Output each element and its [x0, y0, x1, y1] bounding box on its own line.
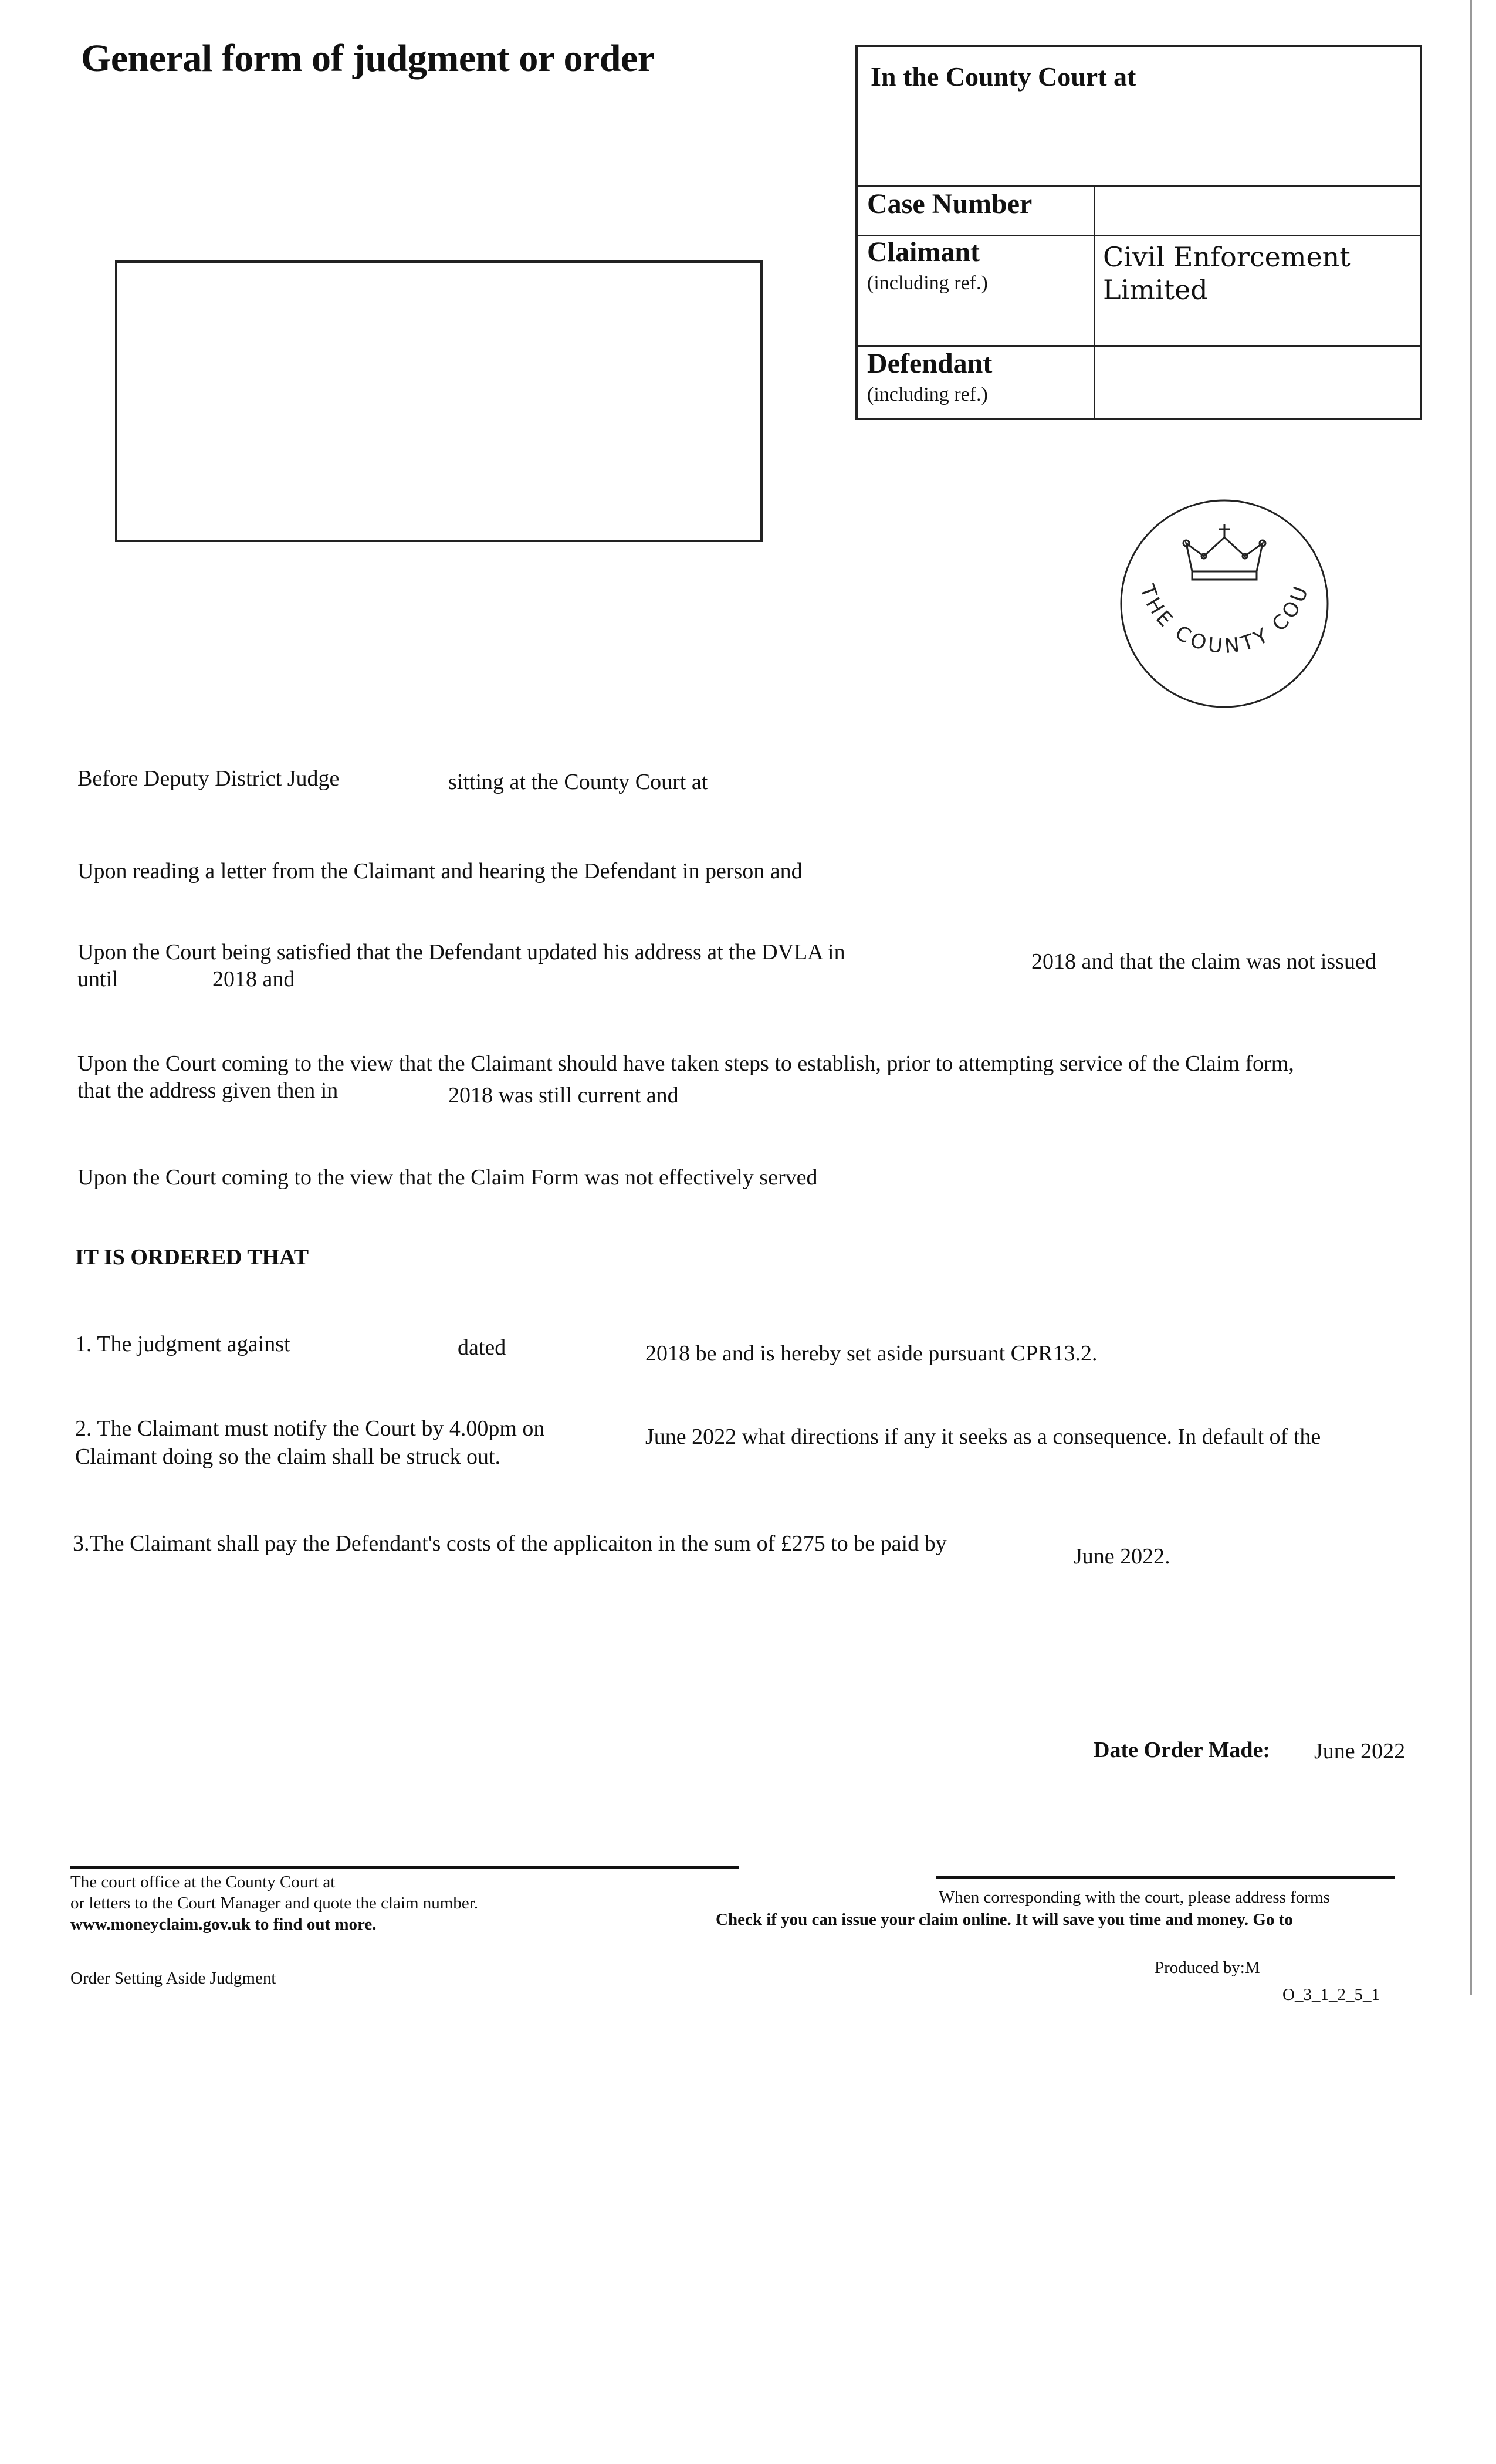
recital-2-until: until: [77, 967, 119, 991]
order-item-3-end: June 2022.: [1074, 1544, 1170, 1569]
defendant-ref-label: (including ref.): [867, 384, 988, 405]
recital-1: Upon reading a letter from the Claimant and hearing the Defendant in person and: [77, 859, 803, 884]
footer-rule-right: [936, 1876, 1395, 1879]
order-item-2-end: June 2022 what directions if any it seeks as a consequence. In default of the: [645, 1424, 1321, 1449]
claimant-value-line1: Civil Enforcement: [1103, 241, 1351, 273]
order-item-1-end: 2018 be and is hereby set aside pursuant CPR13.2.: [645, 1341, 1098, 1366]
claimant-value: [1103, 241, 1351, 306]
claimant-ref-label: (including ref.): [867, 272, 988, 294]
order-item-3-start: 3.The Claimant shall pay the Defendant's costs of the applicaiton in the sum of £275 to be paid by: [73, 1531, 947, 1556]
produced-by: Produced by:M: [1155, 1958, 1260, 1977]
recital-2-end: 2018 and that the claim was not issued: [1031, 949, 1376, 974]
divider: [858, 185, 1420, 187]
order-item-1-dated: dated: [458, 1335, 506, 1360]
before-judge-line: Before Deputy District Judge: [77, 766, 340, 791]
date-order-made-label: Date Order Made:: [1094, 1738, 1271, 1762]
court-seal: [1116, 495, 1333, 712]
form-name: Order Setting Aside Judgment: [70, 1969, 276, 1988]
order-item-2-start: 2. The Claimant must notify the Court by 4.00pm on: [75, 1416, 545, 1441]
divider: [858, 345, 1420, 347]
order-item-1-start: 1. The judgment against: [75, 1332, 290, 1356]
recital-2-start: Upon the Court being satisfied that the Defendant updated his address at the DVLA in: [77, 940, 845, 964]
scan-edge: [1470, 0, 1472, 1995]
footer-rule-left: [70, 1866, 739, 1869]
recital-3-line1: Upon the Court coming to the view that the Claimant should have taken steps to establish, prior to attempting service of the Claim form,: [77, 1051, 1294, 1076]
footer-online-line: Check if you can issue your claim online. It will save you time and money. Go to: [716, 1910, 1293, 1929]
page-title: General form of judgment or order: [81, 37, 655, 80]
sitting-at-line: sitting at the County Court at: [448, 770, 708, 794]
order-item-2-line2: Claimant doing so the claim shall be struck out.: [75, 1444, 501, 1469]
crown-icon: [1183, 524, 1265, 580]
recital-3-line2: that the address given then in: [77, 1078, 339, 1103]
claimant-value-line2: Limited: [1103, 274, 1208, 306]
footer-correspondence-line: When corresponding with the court, please address forms: [939, 1888, 1330, 1907]
footer-office-line1: The court office at the County Court at: [70, 1873, 336, 1891]
defendant-label: Defendant: [867, 348, 993, 379]
footer-office-line2: or letters to the Court Manager and quote the claim number.: [70, 1894, 478, 1913]
claimant-label: Claimant: [867, 236, 980, 268]
case-number-label: Case Number: [867, 188, 1033, 219]
court-info-box: [855, 45, 1422, 420]
address-box: [115, 260, 763, 542]
footer-website-line: www.moneyclaim.gov.uk to find out more.: [70, 1915, 377, 1934]
divider: [1094, 185, 1095, 420]
court-label: In the County Court at: [871, 62, 1136, 92]
form-code: O_3_1_2_5_1: [1282, 1985, 1380, 2004]
recital-2-tail: 2018 and: [212, 967, 295, 991]
recital-3-tail: 2018 was still current and: [448, 1083, 679, 1108]
seal-text: THE COUNTY COU: [1135, 580, 1315, 659]
date-order-made-value: June 2022: [1314, 1739, 1406, 1764]
recital-4: Upon the Court coming to the view that the Claim Form was not effectively served: [77, 1165, 818, 1190]
ordered-heading: IT IS ORDERED THAT: [75, 1245, 309, 1270]
